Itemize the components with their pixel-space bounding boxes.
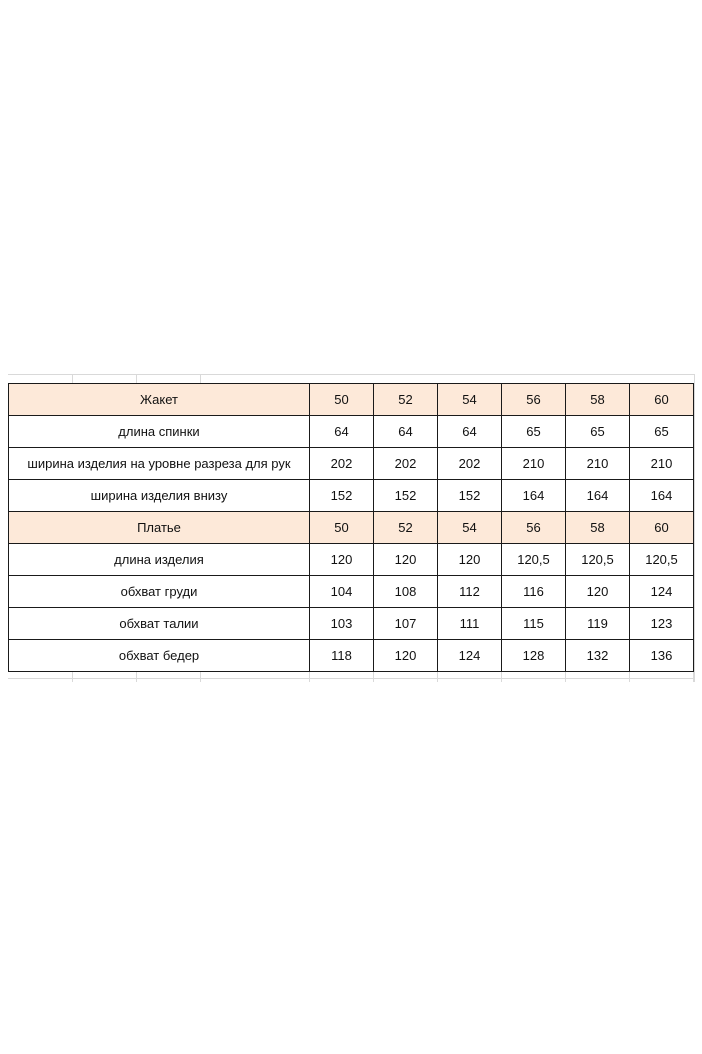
value-cell[interactable]: 116 xyxy=(502,576,566,608)
value-cell[interactable]: 120 xyxy=(566,576,630,608)
value-cell[interactable]: 64 xyxy=(438,416,502,448)
gridline xyxy=(8,678,694,679)
measurement-label-cell[interactable]: ширина изделия внизу xyxy=(9,480,310,512)
value-cell[interactable]: 124 xyxy=(438,640,502,672)
size-header-cell[interactable]: 58 xyxy=(566,512,630,544)
table-row xyxy=(9,544,694,576)
gridline xyxy=(200,671,201,682)
section-header-row-dress xyxy=(9,512,694,544)
measurement-label-cell[interactable]: обхват груди xyxy=(9,576,310,608)
size-chart-table xyxy=(8,383,694,672)
value-cell[interactable]: 65 xyxy=(566,416,630,448)
value-cell[interactable]: 120,5 xyxy=(630,544,694,576)
gridline xyxy=(501,671,502,682)
value-cell[interactable]: 118 xyxy=(310,640,374,672)
gridline xyxy=(72,374,73,383)
value-cell[interactable]: 64 xyxy=(310,416,374,448)
size-header-cell[interactable]: 56 xyxy=(502,384,566,416)
value-cell[interactable]: 111 xyxy=(438,608,502,640)
size-header-cell[interactable]: 56 xyxy=(502,512,566,544)
section-title-cell[interactable]: Платье xyxy=(9,512,310,544)
value-cell[interactable]: 120 xyxy=(310,544,374,576)
measurement-label-cell[interactable]: длина спинки xyxy=(9,416,310,448)
gridline xyxy=(629,671,630,682)
size-header-cell[interactable]: 52 xyxy=(374,512,438,544)
value-cell[interactable]: 120,5 xyxy=(566,544,630,576)
value-cell[interactable]: 120,5 xyxy=(502,544,566,576)
value-cell[interactable]: 120 xyxy=(374,640,438,672)
value-cell[interactable]: 152 xyxy=(374,480,438,512)
size-header-cell[interactable]: 50 xyxy=(310,512,374,544)
value-cell[interactable]: 202 xyxy=(374,448,438,480)
value-cell[interactable]: 124 xyxy=(630,576,694,608)
measurement-label-cell[interactable]: ширина изделия на уровне разреза для рук xyxy=(9,448,310,480)
gridline xyxy=(136,374,137,383)
value-cell[interactable]: 152 xyxy=(438,480,502,512)
section-title-cell[interactable]: Жакет xyxy=(9,384,310,416)
gridline xyxy=(72,671,73,682)
size-header-cell[interactable]: 54 xyxy=(438,384,502,416)
value-cell[interactable]: 65 xyxy=(502,416,566,448)
value-cell[interactable]: 164 xyxy=(502,480,566,512)
section-header-row-jacket xyxy=(9,384,694,416)
gridline xyxy=(373,671,374,682)
size-header-cell[interactable]: 54 xyxy=(438,512,502,544)
measurement-label-cell[interactable]: обхват бедер xyxy=(9,640,310,672)
value-cell[interactable]: 128 xyxy=(502,640,566,672)
value-cell[interactable]: 210 xyxy=(630,448,694,480)
value-cell[interactable]: 210 xyxy=(566,448,630,480)
value-cell[interactable]: 108 xyxy=(374,576,438,608)
value-cell[interactable]: 120 xyxy=(438,544,502,576)
value-cell[interactable]: 112 xyxy=(438,576,502,608)
gridline xyxy=(565,671,566,682)
value-cell[interactable]: 164 xyxy=(566,480,630,512)
measurement-label-cell[interactable]: обхват талии xyxy=(9,608,310,640)
table-row xyxy=(9,448,694,480)
table-row xyxy=(9,480,694,512)
value-cell[interactable]: 120 xyxy=(374,544,438,576)
size-header-cell[interactable]: 60 xyxy=(630,384,694,416)
value-cell[interactable]: 64 xyxy=(374,416,438,448)
value-cell[interactable]: 115 xyxy=(502,608,566,640)
gridline xyxy=(694,374,695,682)
gridline xyxy=(136,671,137,682)
value-cell[interactable]: 123 xyxy=(630,608,694,640)
value-cell[interactable]: 119 xyxy=(566,608,630,640)
gridline xyxy=(200,374,201,383)
size-header-cell[interactable]: 50 xyxy=(310,384,374,416)
value-cell[interactable]: 164 xyxy=(630,480,694,512)
table-row xyxy=(9,640,694,672)
value-cell[interactable]: 107 xyxy=(374,608,438,640)
table-row xyxy=(9,416,694,448)
value-cell[interactable]: 132 xyxy=(566,640,630,672)
table-row xyxy=(9,576,694,608)
value-cell[interactable]: 202 xyxy=(438,448,502,480)
spreadsheet-area xyxy=(8,374,694,682)
value-cell[interactable]: 202 xyxy=(310,448,374,480)
gridline xyxy=(309,671,310,682)
value-cell[interactable]: 104 xyxy=(310,576,374,608)
gridline xyxy=(437,671,438,682)
value-cell[interactable]: 136 xyxy=(630,640,694,672)
size-header-cell[interactable]: 60 xyxy=(630,512,694,544)
size-header-cell[interactable]: 58 xyxy=(566,384,630,416)
value-cell[interactable]: 152 xyxy=(310,480,374,512)
measurement-label-cell[interactable]: длина изделия xyxy=(9,544,310,576)
value-cell[interactable]: 210 xyxy=(502,448,566,480)
value-cell[interactable]: 103 xyxy=(310,608,374,640)
gridline xyxy=(8,374,694,375)
size-header-cell[interactable]: 52 xyxy=(374,384,438,416)
table-row xyxy=(9,608,694,640)
value-cell[interactable]: 65 xyxy=(630,416,694,448)
